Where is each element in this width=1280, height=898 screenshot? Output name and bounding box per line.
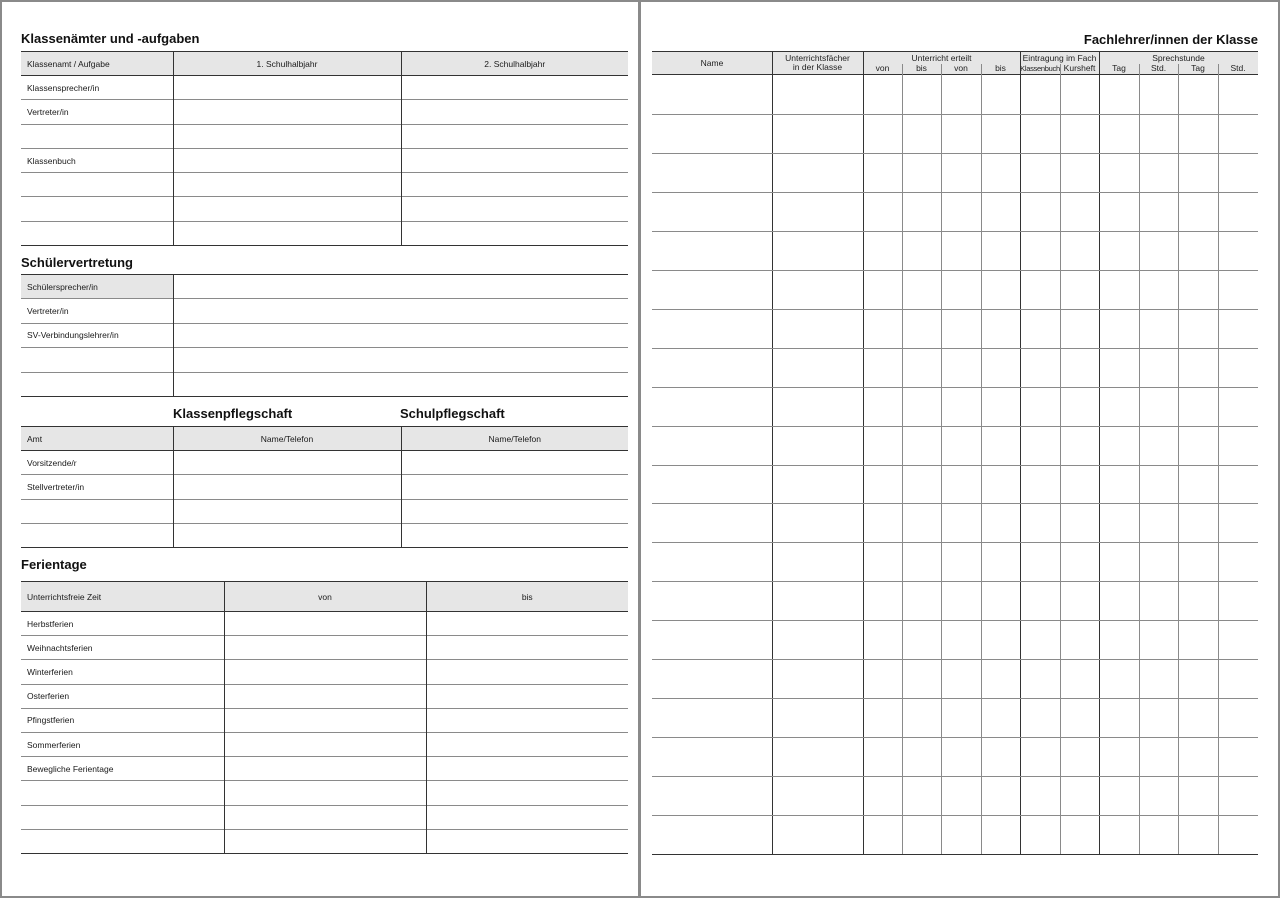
table-row <box>21 660 628 684</box>
entry-cell[interactable] <box>173 523 401 547</box>
entry-cell[interactable] <box>426 757 628 781</box>
teacher-row[interactable] <box>652 349 1258 387</box>
entry-cell[interactable] <box>173 499 401 523</box>
ferientage-title: Ferientage <box>21 557 87 572</box>
table-row <box>21 100 628 124</box>
fachlehrer-title: Fachlehrer/innen der Klasse <box>1083 32 1258 47</box>
teacher-row[interactable] <box>652 621 1258 659</box>
row-label: Klassensprecher/in <box>21 76 173 100</box>
teacher-row[interactable] <box>652 76 1258 114</box>
table-row <box>21 299 628 323</box>
entry-cell[interactable] <box>401 499 628 523</box>
entry-cell[interactable] <box>224 636 426 660</box>
row-label <box>21 781 224 805</box>
entry-cell[interactable] <box>173 348 628 372</box>
row-label: Stellvertreter/in <box>21 475 173 499</box>
klassenaemter-title: Klassenämter und -aufgaben <box>21 31 200 46</box>
entry-cell[interactable] <box>426 612 628 636</box>
table-row <box>21 372 628 396</box>
fachlehrer-table <box>652 51 1258 854</box>
entry-cell[interactable] <box>426 636 628 660</box>
header-erteilt-von-1: von <box>875 63 890 73</box>
ferientage-table <box>21 581 628 854</box>
teacher-row[interactable] <box>652 699 1258 737</box>
header-erteilt-bis-2: bis <box>995 63 1006 73</box>
table-row <box>21 323 628 347</box>
entry-cell[interactable] <box>224 732 426 756</box>
row-label <box>21 221 173 245</box>
table-row <box>21 76 628 100</box>
teacher-row[interactable] <box>652 504 1258 542</box>
header-erteilt-von-2: von <box>954 63 968 73</box>
entry-cell[interactable] <box>401 221 628 245</box>
entry-cell[interactable] <box>426 732 628 756</box>
teacher-row[interactable] <box>652 738 1258 776</box>
entry-cell[interactable] <box>173 197 401 221</box>
row-label <box>21 348 173 372</box>
table-row <box>21 451 628 475</box>
entry-cell[interactable] <box>401 173 628 197</box>
entry-cell[interactable] <box>426 660 628 684</box>
header-halbjahr-1: 1. Schulhalbjahr <box>173 52 401 76</box>
entry-cell[interactable] <box>401 197 628 221</box>
header-von: von <box>224 582 426 612</box>
table-row <box>21 708 628 732</box>
entry-cell[interactable] <box>224 757 426 781</box>
table-row <box>21 499 628 523</box>
teacher-row[interactable] <box>652 582 1258 620</box>
table-row <box>21 173 628 197</box>
header-name: Name <box>700 58 724 68</box>
teacher-row[interactable] <box>652 388 1258 426</box>
entry-cell[interactable] <box>224 684 426 708</box>
entry-cell[interactable] <box>224 708 426 732</box>
header-std-1: Std. <box>1150 63 1167 73</box>
entry-cell[interactable] <box>224 805 426 829</box>
teacher-row[interactable] <box>652 816 1258 854</box>
table-row <box>21 148 628 172</box>
entry-cell[interactable] <box>401 475 628 499</box>
entry-cell[interactable] <box>224 660 426 684</box>
left-page <box>2 2 638 896</box>
row-label: Weihnachtsferien <box>21 636 224 660</box>
row-label <box>21 372 173 396</box>
entry-cell[interactable] <box>173 173 401 197</box>
entry-cell[interactable] <box>173 100 401 124</box>
row-label <box>21 805 224 829</box>
row-label <box>21 124 173 148</box>
table-row <box>21 348 628 372</box>
row-label: Herbstferien <box>21 612 224 636</box>
entry-cell[interactable] <box>173 451 401 475</box>
table-row <box>21 781 628 805</box>
header-unterrichtsfreie-zeit: Unterrichtsfreie Zeit <box>21 582 224 612</box>
table-row <box>21 732 628 756</box>
teacher-row[interactable] <box>652 193 1258 231</box>
schulpflegschaft-title: Schulpflegschaft <box>400 406 505 421</box>
entry-cell[interactable] <box>173 124 401 148</box>
table-row <box>21 221 628 245</box>
row-label: Vorsitzende/r <box>21 451 173 475</box>
row-label: Pfingstferien <box>21 708 224 732</box>
header-std-2: Std. <box>1230 63 1246 73</box>
row-label: Winterferien <box>21 660 224 684</box>
entry-cell[interactable] <box>224 781 426 805</box>
schuelervertretung-table <box>21 274 628 397</box>
entry-cell[interactable] <box>173 221 401 245</box>
row-label: Sommerferien <box>21 732 224 756</box>
table-row <box>21 124 628 148</box>
header-faecher-line2: in der Klasse <box>792 62 843 72</box>
row-label: Osterferien <box>21 684 224 708</box>
header-klassenamt: Klassenamt / Aufgabe <box>21 52 173 76</box>
row-label: Bewegliche Ferientage <box>21 757 224 781</box>
entry-cell[interactable] <box>173 76 401 100</box>
header-kursheft: Kursheft <box>1063 63 1096 73</box>
entry-cell[interactable] <box>401 124 628 148</box>
header-halbjahr-2: 2. Schulhalbjahr <box>401 52 628 76</box>
row-label: Klassenbuch <box>21 148 173 172</box>
teacher-row[interactable] <box>652 271 1258 309</box>
table-row <box>21 275 628 299</box>
entry-cell[interactable] <box>173 475 401 499</box>
teacher-row[interactable] <box>652 543 1258 581</box>
entry-cell[interactable] <box>224 612 426 636</box>
entry-cell[interactable] <box>401 523 628 547</box>
entry-cell[interactable] <box>401 451 628 475</box>
entry-cell[interactable] <box>173 372 628 396</box>
row-label: Schülersprecher/in <box>21 275 173 299</box>
teacher-row[interactable] <box>652 660 1258 698</box>
entry-cell[interactable] <box>173 148 401 172</box>
row-label: SV-Verbindungslehrer/in <box>21 323 173 347</box>
entry-cell[interactable] <box>426 829 628 853</box>
entry-cell[interactable] <box>401 76 628 100</box>
header-klassenbuch: Klassenbuch <box>1020 64 1060 73</box>
entry-cell[interactable] <box>426 805 628 829</box>
header-unterricht-erteilt: Unterricht erteilt <box>911 53 972 63</box>
entry-cell[interactable] <box>401 100 628 124</box>
entry-cell[interactable] <box>426 684 628 708</box>
entry-cell[interactable] <box>426 781 628 805</box>
row-label <box>21 523 173 547</box>
table-row <box>21 475 628 499</box>
table-row <box>21 612 628 636</box>
header-name-telefon-klassen: Name/Telefon <box>173 427 401 451</box>
schuelervertretung-title: Schülervertretung <box>21 255 133 270</box>
header-sprechstunde: Sprechstunde <box>1152 53 1205 63</box>
header-tag-2: Tag <box>1191 63 1205 73</box>
klassenaemter-table <box>21 51 628 246</box>
row-label: Vertreter/in <box>21 299 173 323</box>
header-bis: bis <box>426 582 628 612</box>
entry-cell[interactable] <box>173 299 628 323</box>
table-row <box>21 805 628 829</box>
header-erteilt-bis-1: bis <box>916 63 927 73</box>
row-label <box>21 829 224 853</box>
table-row <box>21 636 628 660</box>
right-page <box>641 2 1278 896</box>
header-faecher-line1: Unterrichtsfächer <box>785 53 850 63</box>
header-amt: Amt <box>21 427 173 451</box>
teacher-row[interactable] <box>652 115 1258 153</box>
row-label <box>21 173 173 197</box>
entry-cell[interactable] <box>173 323 628 347</box>
table-row <box>21 197 628 221</box>
table-row <box>21 684 628 708</box>
entry-cell[interactable] <box>426 708 628 732</box>
table-row <box>21 757 628 781</box>
teacher-row[interactable] <box>652 310 1258 348</box>
header-tag-1: Tag <box>1112 63 1126 73</box>
klassenpflegschaft-title: Klassenpflegschaft <box>173 406 293 421</box>
table-row <box>21 523 628 547</box>
row-divider <box>652 854 1258 855</box>
teacher-row[interactable] <box>652 466 1258 504</box>
row-label <box>21 499 173 523</box>
header-eintragung: Eintragung im Fach <box>1022 53 1097 63</box>
teacher-row[interactable] <box>652 427 1258 465</box>
entry-cell[interactable] <box>173 275 628 299</box>
entry-cell[interactable] <box>401 148 628 172</box>
teacher-row[interactable] <box>652 154 1258 192</box>
row-label: Vertreter/in <box>21 100 173 124</box>
table-row <box>21 829 628 853</box>
header-name-telefon-schul: Name/Telefon <box>401 427 628 451</box>
pflegschaft-table <box>21 426 628 548</box>
teacher-row[interactable] <box>652 777 1258 815</box>
row-label <box>21 197 173 221</box>
entry-cell[interactable] <box>224 829 426 853</box>
teacher-row[interactable] <box>652 232 1258 270</box>
